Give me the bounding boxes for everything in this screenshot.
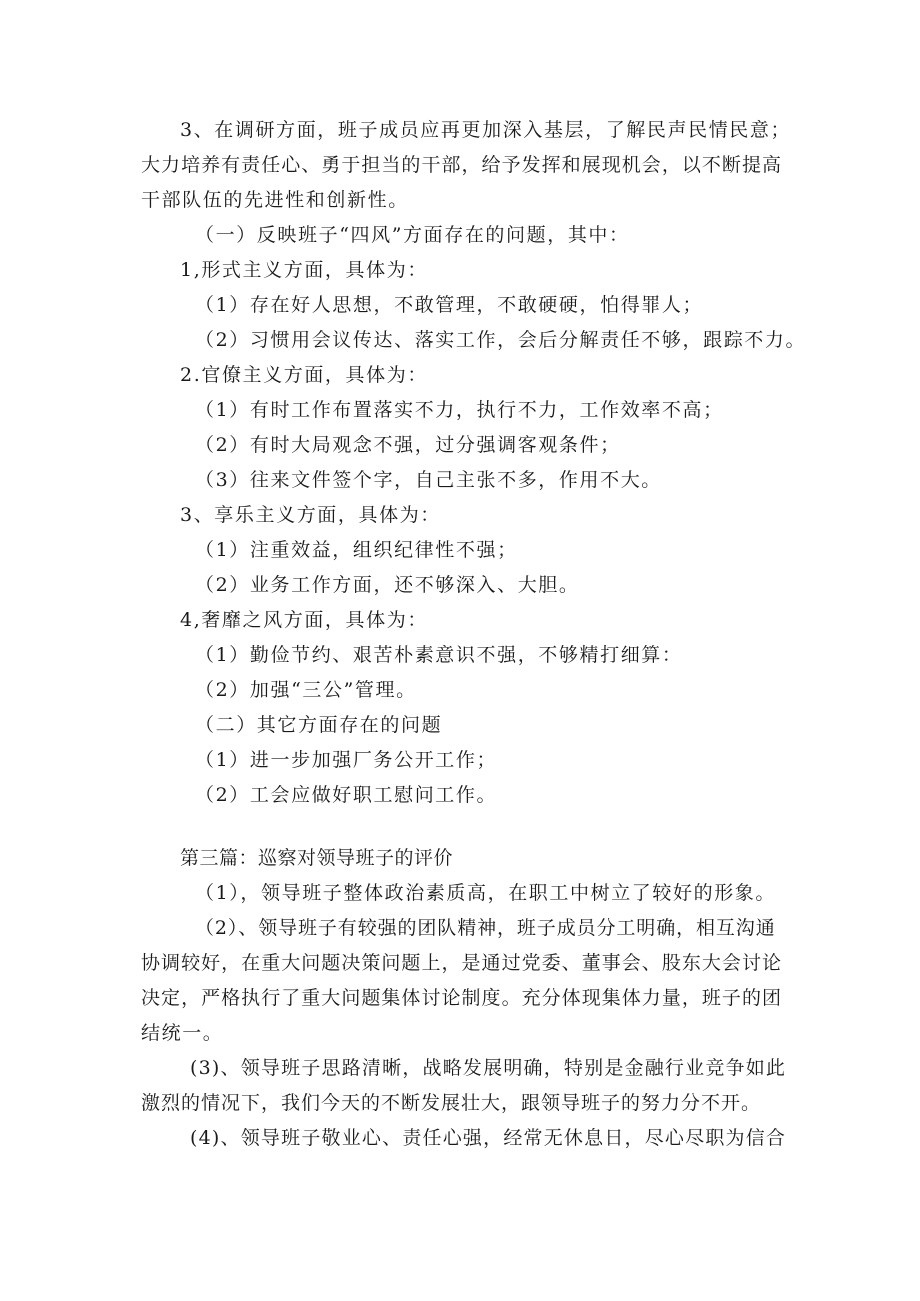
paragraph-line: （2）、领导班子有较强的团队精神，班子成员分工明确，相互沟通: [195, 917, 776, 939]
paragraph-line: 干部队伍的先进性和创新性。: [141, 189, 409, 211]
list-item: （1）有时工作布置落实不力，执行不力，工作效率不高；: [195, 399, 724, 421]
list-item: （2）加强“三公”管理。: [195, 679, 417, 701]
list-item: （2）工会应做好职工慰问工作。: [195, 784, 498, 806]
list-item: （2）有时大局观念不强，过分强调客观条件；: [195, 434, 621, 456]
section-heading: （一）反映班子“四风”方面存在的问题，其中：: [195, 224, 630, 246]
paragraph-line: 结统一。: [141, 1022, 224, 1044]
subheading: 2.官僚主义方面，具体为：: [180, 364, 428, 386]
subheading: 4,奢靡之风方面，具体为：: [180, 609, 428, 631]
list-item: （1）勤俭节约、艰苦朴素意识不强，不够精打细算：: [195, 644, 683, 666]
list-item: （3）往来文件签个字，自己主张不多，作用不大。: [195, 469, 662, 491]
list-item: （2）习惯用会议传达、落实工作，会后分解责任不够，跟踪不力。: [195, 329, 807, 351]
paragraph-line: 协调较好，在重大问题决策问题上，是通过党委、董事会、股东大会讨论: [141, 952, 781, 974]
paragraph-line: 决定，严格执行了重大问题集体讨论制度。充分体现集体力量，班子的团: [141, 987, 781, 1009]
subheading: 3、享乐主义方面，具体为：: [180, 504, 441, 526]
section-heading: （二）其它方面存在的问题: [195, 714, 443, 736]
paragraph-line: 3、在调研方面，班子成员应再更加深入基层，了解民声民情民意；: [180, 119, 792, 141]
list-item: （1），领导班子整体政治素质高，在职工中树立了较好的形象。: [195, 882, 776, 904]
list-item: （1）注重效益，组织纪律性不强；: [195, 539, 518, 561]
list-item: （1）存在好人思想，不敢管理，不敢硬硬，怕得罪人；: [195, 294, 704, 316]
chapter-title: 第三篇：巡察对领导班子的评价: [180, 847, 454, 869]
subheading: 1,形式主义方面，具体为：: [180, 259, 428, 281]
list-item: （1）进一步加强厂务公开工作；: [195, 749, 498, 771]
paragraph-line: 激烈的情况下，我们今天的不断发展壮大，跟领导班子的努力分不开。: [141, 1092, 762, 1114]
paragraph-line: (4)、领导班子敬业心、责任心强，经常无休息日，尽心尽职为信合: [190, 1127, 787, 1149]
paragraph-line: 大力培养有责任心、勇于担当的干部，给予发挥和展现机会，以不断提高: [141, 154, 781, 176]
paragraph-line: (3)、领导班子思路清晰，战略发展明确，特别是金融行业竞争如此: [190, 1057, 787, 1079]
list-item: （2）业务工作方面，还不够深入、大胆。: [195, 574, 580, 596]
